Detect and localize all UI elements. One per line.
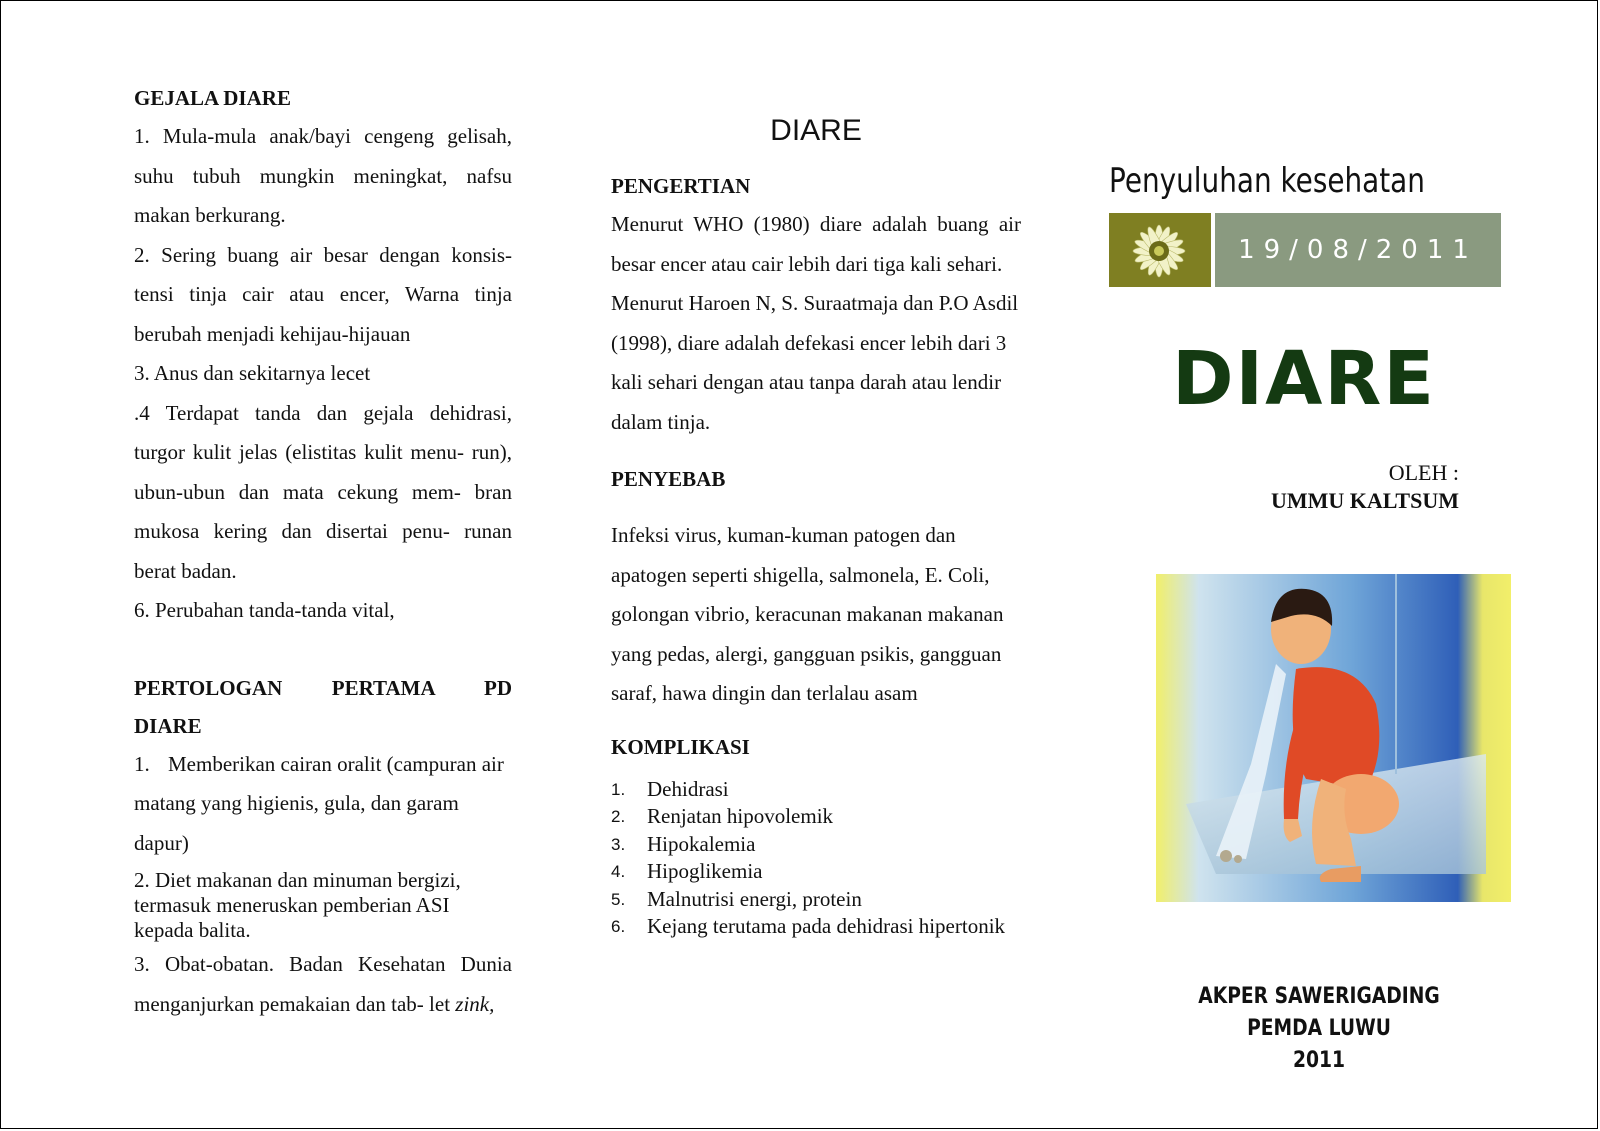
child-squatting-image	[1156, 574, 1511, 902]
gejala-item-4: .4 Terdapat tanda dan gejala dehidrasi, turgor kulit jelas (elistitas kulit menu- run), ubun-ubun dan mata cekung mem- bran mukosa kering dan disertai penu- runan berat badan.	[134, 400, 512, 583]
komplikasi-list	[611, 776, 1021, 941]
list-item	[611, 803, 1021, 831]
left-column	[134, 79, 512, 1024]
penyebab-text: Infeksi virus, kuman-kuman patogen dan apatogen seperti shigella, salmonela, E. Coli, golongan vibrio, keracunan makanan makanan yang pedas, alergi, gangguan psikis, gangguan saraf, hawa dingin dan terlalau asam	[611, 523, 1004, 705]
list-item	[611, 913, 1021, 941]
list-text: Malnutrisi energi, protein	[647, 886, 862, 911]
right-column-cover	[1109, 151, 1529, 1073]
pertolongan-item-3-text: 3. Obat-obatan. Badan Kesehatan Dunia menganjurkan pemakaian dan tab- let	[134, 952, 512, 1016]
pengertian-heading: PENGERTIAN	[611, 174, 751, 198]
child-illustration	[1156, 574, 1511, 902]
pertolongan-item-2: 2. Diet makanan dan minuman bergizi, termasuk meneruskan pemberian ASI kepada balita.	[134, 868, 461, 942]
cover-subtitle: Penyuluhan kesehatan	[1109, 161, 1425, 201]
pertolongan-heading: PERTOLOGAN PERTAMA PD DIARE	[134, 675, 512, 738]
oleh-label: OLEH :	[1388, 460, 1459, 485]
flower-illustration	[1109, 213, 1211, 287]
gejala-item-3: 3. Anus dan sekitarnya lecet	[134, 361, 371, 385]
list-text: Hipokalemia	[647, 831, 756, 856]
footer-institution	[1158, 981, 1481, 1077]
pertolongan-item-1	[134, 745, 512, 864]
gejala-heading: GEJALA DIARE	[134, 86, 291, 110]
komplikasi-heading: KOMPLIKASI	[611, 734, 750, 759]
pertolongan-item-1-text: Memberikan cairan oralit (campuran air matang yang higienis, gula, dan garam dapur)	[134, 751, 504, 855]
pertolongan-item-3-italic: zink,	[455, 991, 495, 1016]
gejala-item-6: 6. Perubahan tanda-tanda vital,	[134, 598, 395, 622]
list-item	[611, 831, 1021, 859]
footer-line-1: AKPER SAWERIGADING PEMDA LUWU	[1198, 984, 1440, 1041]
author-name: UMMU KALTSUM	[1270, 488, 1459, 513]
list-number: 1.	[611, 779, 626, 799]
gejala-item-2: 2. Sering buang air besar dengan konsis- tensi tinja cair atau encer, Warna tinja berubah menjadi kehijau-hijauan	[134, 242, 512, 346]
list-number: 2.	[611, 807, 626, 826]
list-number: 3.	[611, 834, 626, 854]
footer-line-2: 2011	[1292, 1048, 1346, 1073]
list-item	[611, 776, 1021, 804]
list-number: 6.	[611, 917, 626, 936]
list-number: 4.	[611, 862, 626, 881]
middle-title: DIARE	[770, 114, 862, 147]
list-item	[611, 886, 1021, 914]
list-item	[611, 858, 1021, 886]
pengertian-para-1: Menurut WHO (1980) diare adalah buang air besar encer atau cair lebih dari tiga kali sehari.	[611, 212, 1021, 276]
list-number: 5.	[611, 889, 626, 909]
list-text: Hipoglikemia	[647, 859, 763, 883]
date-bar	[1109, 213, 1501, 287]
author-block	[1271, 459, 1459, 515]
gejala-item-1: 1. Mula-mula anak/bayi cengeng gelisah, suhu tubuh mungkin meningkat, nafsu makan berkurang.	[134, 124, 512, 227]
pengertian-para-2: Menurut Haroen N, S. Suraatmaja dan P.O Asdil (1998), diare adalah defekasi encer lebih dari 3 kali sehari dengan atau tanpa darah atau lendir dalam tinja.	[611, 291, 1019, 434]
pertolongan-item-3	[134, 945, 512, 1024]
spacer	[134, 631, 512, 669]
middle-column	[611, 109, 1021, 941]
list-text: Dehidrasi	[647, 776, 729, 801]
list-text: Kejang terutama pada dehidrasi hipertonik	[647, 914, 1006, 938]
cover-title: DIARE	[1172, 336, 1436, 422]
penyebab-heading: PENYEBAB	[611, 467, 726, 491]
list-text: Renjatan hipovolemik	[647, 804, 834, 828]
date-label: 19/08/2011	[1215, 213, 1501, 287]
flower-icon	[1109, 213, 1211, 287]
pertolongan-item-1-number: 1.	[134, 751, 150, 776]
